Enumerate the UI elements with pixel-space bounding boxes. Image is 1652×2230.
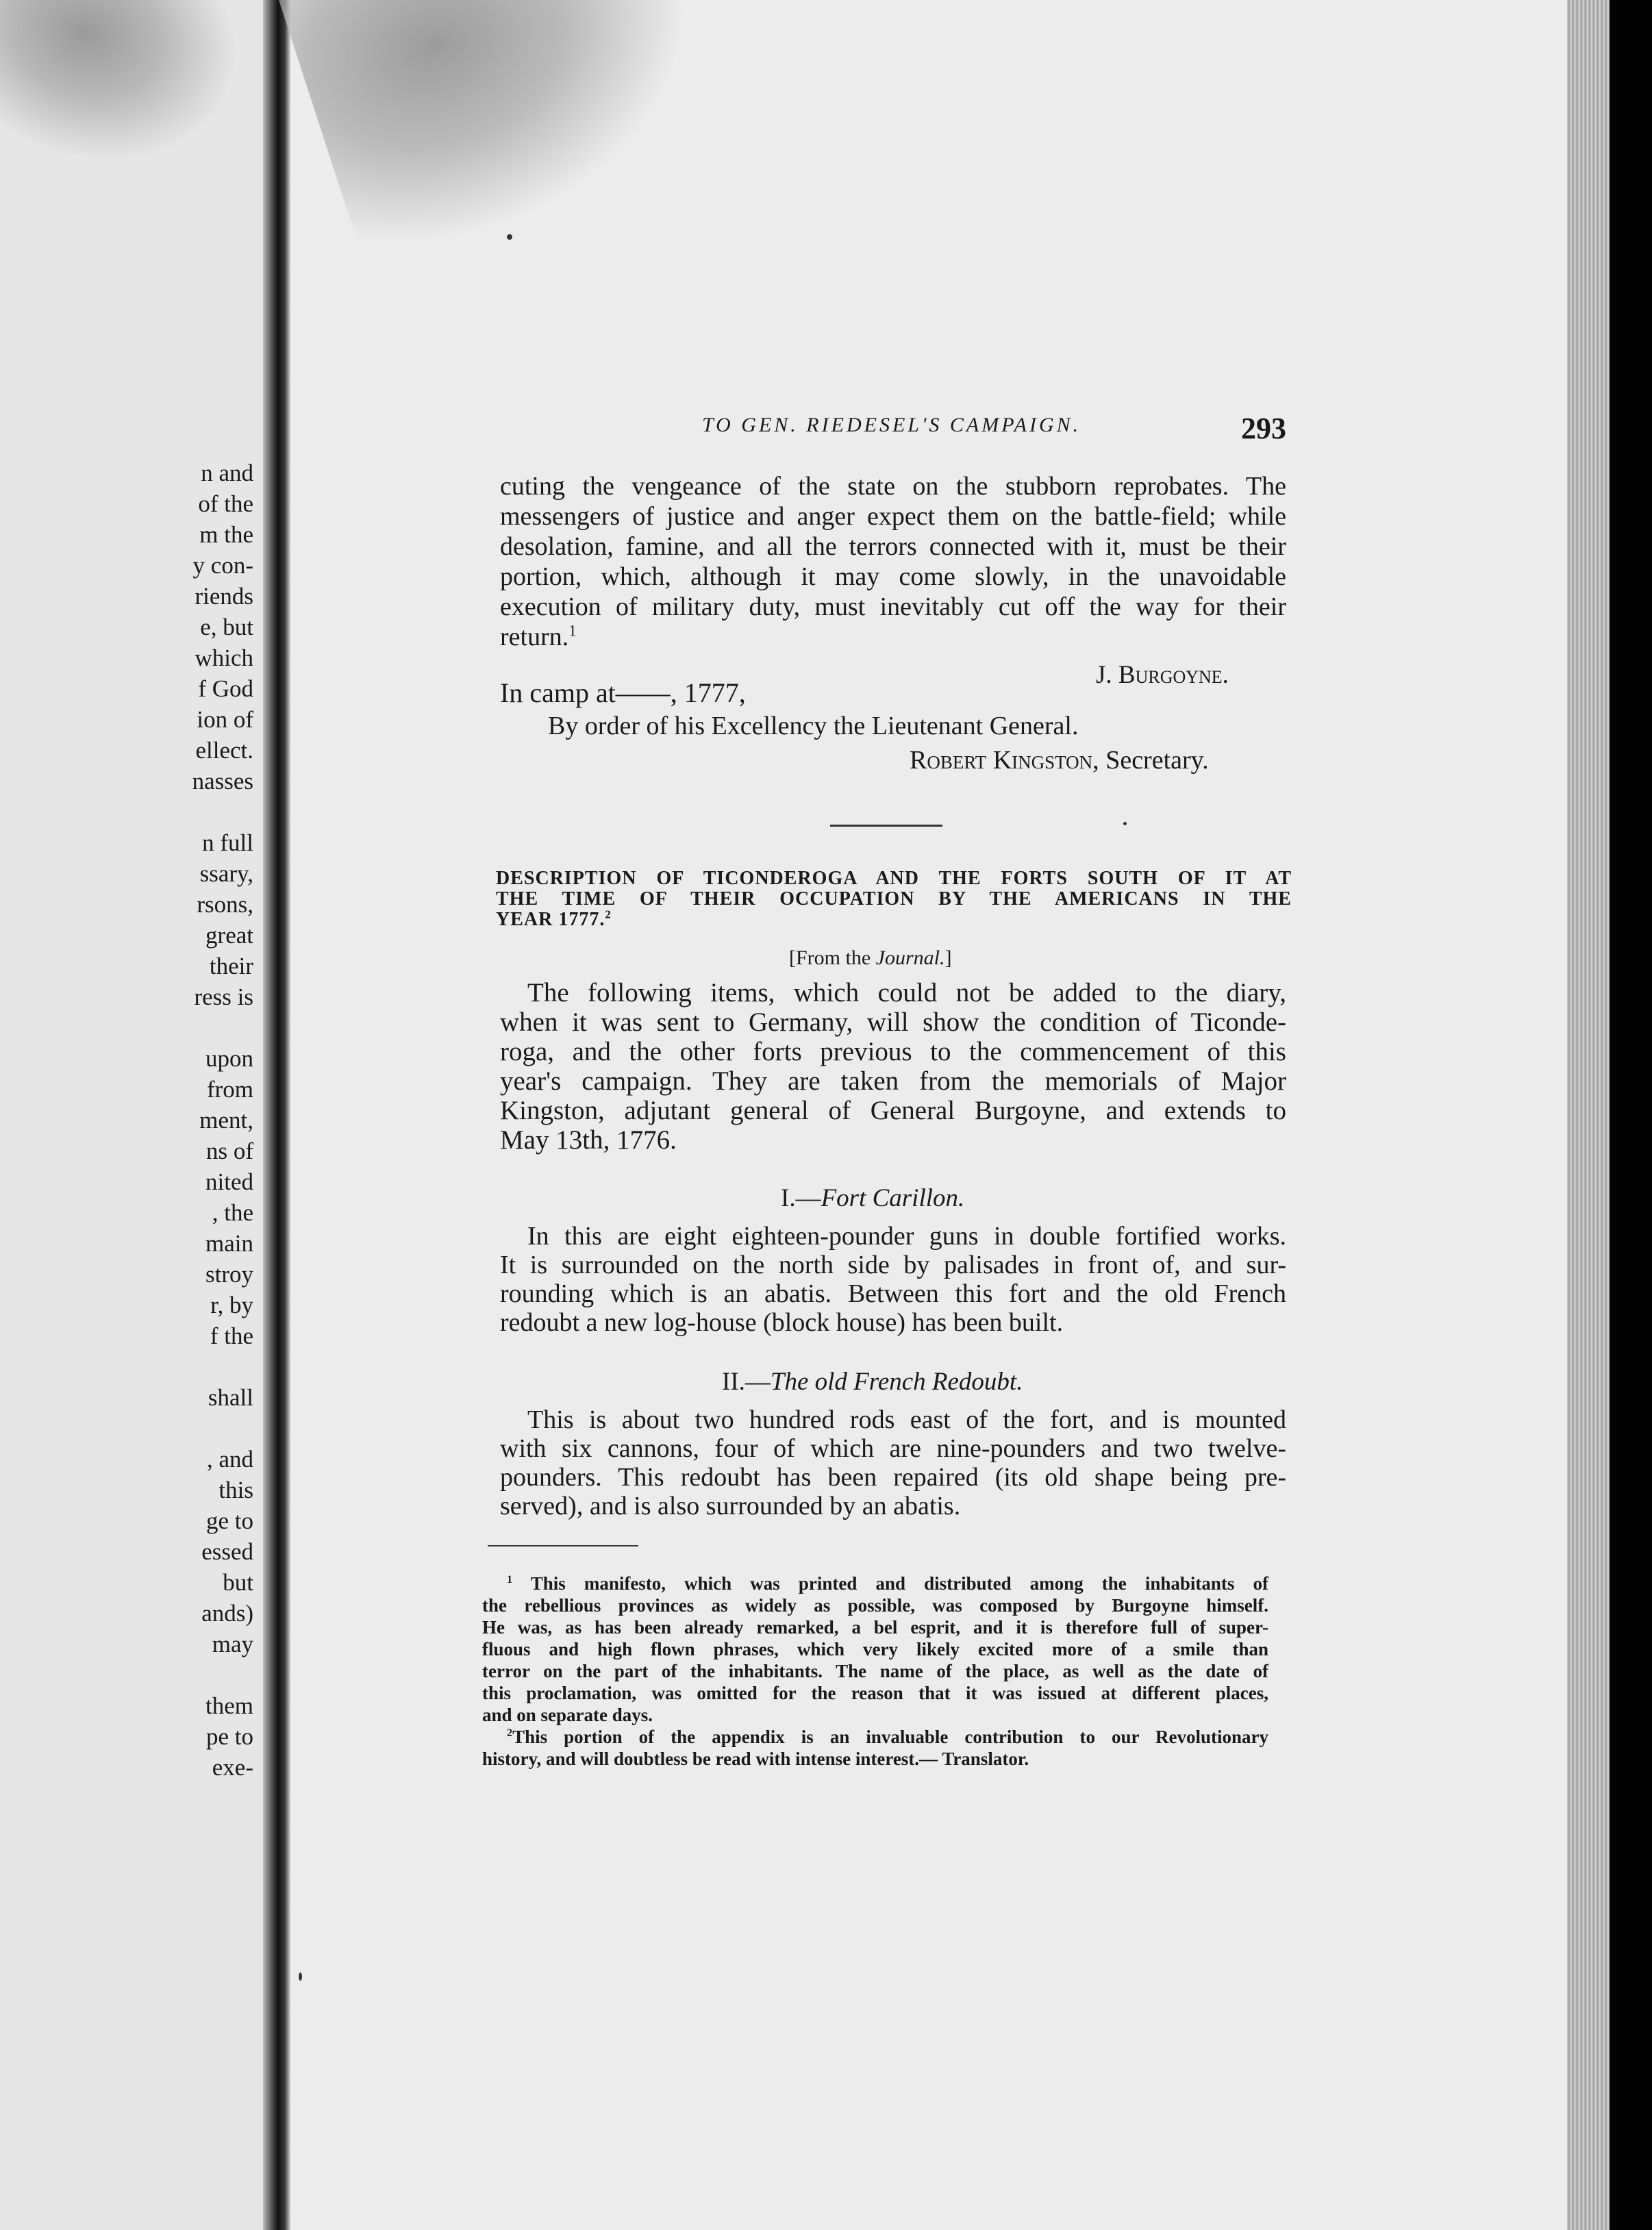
left-page-fragment: ands)	[201, 1600, 253, 1627]
footnote-2-line: $^2$This portion of the appendix is an invaluable contribution to our Revolutionary	[507, 1727, 1268, 1747]
order-line: By order of his Excellency the Lieutenant General.	[548, 712, 1079, 740]
left-page-fragment: ellect.	[195, 737, 253, 764]
left-page-fragment: from	[206, 1076, 253, 1103]
intro-paragraph	[500, 978, 1286, 1155]
left-page-fragment: essed	[201, 1538, 253, 1565]
text-line: desolation, famine, and all the terrors connected with it, must be their	[500, 532, 1286, 561]
left-page-fragment: pe to	[205, 1723, 253, 1750]
scan-border	[1610, 0, 1652, 2230]
left-facing-page	[0, 0, 263, 2230]
footnote-ref: 2	[605, 907, 612, 921]
speck	[299, 1972, 302, 1981]
left-page-fragment: ion of	[197, 706, 253, 733]
text-line: This is about two hundred rods east of the fort, and is mounted	[527, 1405, 1286, 1434]
left-page-fragment: f the	[210, 1323, 253, 1349]
heading-line: YEAR 1777.$^2$	[496, 907, 612, 930]
left-page-fragment	[48, 797, 253, 827]
section-2-title: II.—The old French Redoubt.	[722, 1368, 1023, 1396]
left-page-fragment: this	[218, 1477, 253, 1503]
text-line: rounding which is an abatis. Between this fort and the old French	[500, 1279, 1286, 1308]
text-line: The following items, which could not be added to the diary,	[527, 978, 1286, 1007]
left-page-fragment: , the	[212, 1199, 253, 1226]
left-page-fragment: m the	[199, 521, 253, 548]
footnote-2-line: history, and will doubtless be read with intense interest.— Translator.	[482, 1749, 1029, 1769]
text-line: pounders. This redoubt has been repaired (its old shape being pre-	[500, 1463, 1286, 1492]
left-page-fragment: nasses	[192, 768, 253, 794]
left-page-fragment: which	[195, 644, 253, 671]
signature: J. Burgoyne.	[1096, 661, 1229, 689]
page-number: 293	[1241, 412, 1286, 445]
footnote-1-line: He was, as has been already remarked, a bel esprit, and it is therefore full of super-	[482, 1617, 1268, 1638]
left-page-fragment: e, but	[200, 614, 253, 640]
left-page-fragment: of the	[198, 490, 253, 517]
footnote-rule	[488, 1545, 638, 1546]
text-line: messengers of justice and anger expect them on the battle-field; while	[500, 502, 1286, 531]
stain-mark	[0, 0, 260, 203]
footnote-ref: 1	[568, 622, 577, 640]
left-page-fragment: ment,	[199, 1107, 253, 1133]
left-page-fragment: but	[223, 1569, 253, 1596]
secretary-title: Secretary.	[1105, 746, 1209, 775]
left-page-fragment	[48, 1413, 253, 1444]
left-page-fragment	[48, 1351, 253, 1382]
secretary-name: Robert Kingston,	[910, 746, 1099, 775]
footnote-1-line: this proclamation, was omitted for the reason that it was issued at different places,	[482, 1683, 1268, 1703]
proclamation-text	[500, 471, 1286, 652]
stain-mark	[276, 0, 729, 264]
source-note: [From the Journal.]	[789, 947, 952, 969]
footnote-1-line: terror on the part of the inhabitants. The name of the place, as well as the date of	[482, 1661, 1268, 1681]
left-page-fragment: shall	[208, 1384, 253, 1411]
text-line: redoubt a new log-house (block house) has been built.	[500, 1308, 1064, 1337]
running-head: TO GEN. RIEDESEL'S CAMPAIGN.	[702, 414, 1081, 436]
heading-line: DESCRIPTION OF TICONDEROGA AND THE FORTS SOUTH OF IT AT	[496, 868, 1292, 889]
left-page-fragment: ress is	[194, 984, 253, 1010]
book-gutter	[263, 0, 290, 2230]
left-page-fragment: them	[205, 1692, 253, 1719]
text-line: In this are eight eighteen-pounder guns in double fortified works.	[527, 1222, 1286, 1251]
left-page-fragment: n full	[202, 829, 253, 856]
left-page-fragment: r, by	[210, 1292, 253, 1318]
left-page-fragment: rsons,	[197, 891, 253, 918]
left-page-fragment	[48, 1012, 253, 1043]
camp-line: In camp at——, 1777,	[500, 677, 746, 708]
footnote-1-line: $^1$ This manifesto, which was printed and distributed among the inhabitants of	[507, 1573, 1268, 1594]
speck	[1123, 822, 1127, 825]
text-line: It is surrounded on the north side by palisades in front of, and sur-	[500, 1251, 1286, 1279]
text-line: year's campaign. They are taken from the memorials of Major	[500, 1066, 1286, 1096]
text-line: portion, which, although it may come slowly, in the unavoidable	[500, 562, 1286, 591]
section-2-text	[500, 1405, 1286, 1520]
left-page-fragment	[48, 1659, 253, 1690]
left-page-fragment: exe-	[212, 1754, 253, 1781]
left-page-fragment: their	[209, 953, 253, 979]
text-line: with six cannons, four of which are nine-pounders and two twelve-	[500, 1434, 1286, 1463]
article-heading	[496, 868, 1292, 930]
text-line: return.$^1$	[500, 622, 577, 651]
section-1-text	[500, 1222, 1286, 1337]
page-edges	[1567, 0, 1610, 2230]
left-page-fragment: main	[205, 1230, 253, 1257]
left-page-fragment: f God	[198, 675, 253, 702]
text-line: execution of military duty, must inevitably cut off the way for their	[500, 592, 1286, 621]
left-page-fragment: n and	[201, 460, 253, 486]
left-page-fragment: upon	[205, 1045, 253, 1072]
text-line: Kingston, adjutant general of General Burgoyne, and extends to	[500, 1096, 1286, 1125]
section-divider	[830, 825, 942, 827]
speck	[507, 234, 512, 240]
heading-line: THE TIME OF THEIR OCCUPATION BY THE AMERICANS IN THE	[496, 888, 1292, 910]
footnotes	[482, 1573, 1268, 1770]
footnote-1-line: fluous and high flown phrases, which very likely excited more of a smile than	[482, 1639, 1268, 1659]
text-line: served), and is also surrounded by an abatis.	[500, 1492, 961, 1520]
text-line: roga, and the other forts previous to the commencement of this	[500, 1037, 1286, 1066]
left-page-fragment: may	[212, 1631, 253, 1657]
left-page-fragment: ssary,	[199, 860, 253, 887]
left-page-fragment: stroy	[205, 1261, 253, 1288]
text-line: cuting the vengeance of the state on the stubborn reprobates. The	[500, 472, 1286, 501]
section-1-title: I.—Fort Carillon.	[781, 1184, 965, 1212]
left-page-fragment: great	[205, 922, 253, 949]
left-page-fragment: , and	[206, 1446, 253, 1473]
left-page-fragment: riends	[195, 583, 253, 610]
left-page-fragment: ge to	[205, 1507, 253, 1534]
left-page-fragment: y con-	[192, 552, 253, 579]
footnote-1-line: and on separate days.	[482, 1705, 653, 1725]
secretary-line	[910, 745, 1209, 775]
text-line: when it was sent to Germany, will show the condition of Ticonde-	[500, 1007, 1286, 1037]
text-line: May 13th, 1776.	[500, 1125, 677, 1155]
footnote-1-line: the rebellious provinces as widely as possible, was composed by Burgoyne himself.	[482, 1595, 1268, 1616]
left-page-fragment: nited	[205, 1168, 253, 1195]
left-page-text-fragments	[48, 458, 253, 1783]
left-page-fragment: ns of	[205, 1138, 253, 1164]
